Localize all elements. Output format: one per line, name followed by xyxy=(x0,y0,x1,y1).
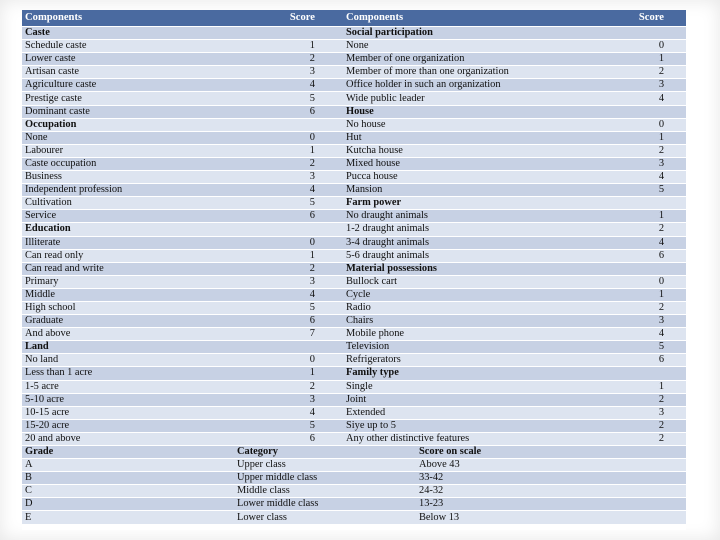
right-score: 2 xyxy=(616,223,686,236)
right-score: 2 xyxy=(616,144,686,157)
table-row xyxy=(22,131,686,144)
left-score: 5 xyxy=(234,301,343,314)
left-component: Education xyxy=(22,223,234,236)
right-component: Siye up to 5 xyxy=(343,419,616,432)
right-component: Radio xyxy=(343,301,616,314)
left-component: Artisan caste xyxy=(22,66,234,79)
left-component: Cultivation xyxy=(22,197,234,210)
right-component: Pucca house xyxy=(343,171,616,184)
left-score: 3 xyxy=(234,66,343,79)
left-score xyxy=(234,27,343,40)
right-score: 0 xyxy=(616,275,686,288)
left-score: 3 xyxy=(234,393,343,406)
left-score xyxy=(234,341,343,354)
table-row xyxy=(22,27,686,40)
table-row xyxy=(22,157,686,170)
grade-category: Middle class xyxy=(234,485,416,498)
right-score-header: Score xyxy=(616,10,686,27)
left-score: 5 xyxy=(234,197,343,210)
right-component: Office holder in such an organization xyxy=(343,79,616,92)
left-score: 3 xyxy=(234,275,343,288)
table-row xyxy=(22,66,686,79)
table-row xyxy=(22,118,686,131)
left-score: 6 xyxy=(234,432,343,445)
left-component: Lower caste xyxy=(22,53,234,66)
table-row xyxy=(22,236,686,249)
right-component: Mansion xyxy=(343,184,616,197)
left-score: 0 xyxy=(234,236,343,249)
table-row xyxy=(22,197,686,210)
right-score: 4 xyxy=(616,171,686,184)
table-row xyxy=(22,301,686,314)
left-component: Occupation xyxy=(22,118,234,131)
left-component: Can read and write xyxy=(22,262,234,275)
grade-letter: D xyxy=(22,498,234,511)
left-score xyxy=(234,223,343,236)
table-row xyxy=(22,53,686,66)
right-score: 6 xyxy=(616,249,686,262)
right-component: Chairs xyxy=(343,315,616,328)
right-score: 2 xyxy=(616,393,686,406)
right-score xyxy=(616,197,686,210)
grade-score: 13-23 xyxy=(416,498,686,511)
right-component: Mixed house xyxy=(343,157,616,170)
grade-header-row xyxy=(22,446,686,459)
right-score: 0 xyxy=(616,40,686,53)
right-component: Bullock cart xyxy=(343,275,616,288)
table-header xyxy=(22,10,686,27)
left-score: 1 xyxy=(234,367,343,380)
grade-score: Below 13 xyxy=(416,511,686,524)
grade-category: Upper middle class xyxy=(234,472,416,485)
left-score: 2 xyxy=(234,157,343,170)
left-score: 1 xyxy=(234,40,343,53)
right-component: Social participation xyxy=(343,27,616,40)
left-score: 4 xyxy=(234,406,343,419)
left-score: 2 xyxy=(234,262,343,275)
left-component: Schedule caste xyxy=(22,40,234,53)
left-component: Agriculture caste xyxy=(22,79,234,92)
table-row xyxy=(22,79,686,92)
right-component: Any other distinctive features xyxy=(343,432,616,445)
right-component: Refrigerators xyxy=(343,354,616,367)
left-component: 1-5 acre xyxy=(22,380,234,393)
grade-score: Above 43 xyxy=(416,459,686,472)
right-component: 1-2 draught animals xyxy=(343,223,616,236)
right-score xyxy=(616,262,686,275)
left-component: 20 and above xyxy=(22,432,234,445)
left-component: Graduate xyxy=(22,315,234,328)
right-score xyxy=(616,27,686,40)
right-score: 1 xyxy=(616,53,686,66)
grade-letter: E xyxy=(22,511,234,524)
right-component: Hut xyxy=(343,131,616,144)
right-score: 4 xyxy=(616,92,686,105)
right-score: 4 xyxy=(616,328,686,341)
right-score: 2 xyxy=(616,301,686,314)
left-component: Caste occupation xyxy=(22,157,234,170)
left-score: 2 xyxy=(234,380,343,393)
right-score: 0 xyxy=(616,118,686,131)
table-row xyxy=(22,249,686,262)
grade-row xyxy=(22,498,686,511)
left-component: Less than 1 acre xyxy=(22,367,234,380)
grade-category: Lower class xyxy=(234,511,416,524)
right-component: Television xyxy=(343,341,616,354)
grade-category: Lower middle class xyxy=(234,498,416,511)
right-score: 3 xyxy=(616,315,686,328)
right-component: Mobile phone xyxy=(343,328,616,341)
grade-score: 33-42 xyxy=(416,472,686,485)
left-component: Caste xyxy=(22,27,234,40)
left-score: 5 xyxy=(234,92,343,105)
right-component: No draught animals xyxy=(343,210,616,223)
right-score: 3 xyxy=(616,406,686,419)
right-score: 1 xyxy=(616,210,686,223)
left-score: 6 xyxy=(234,105,343,118)
table-row xyxy=(22,288,686,301)
grade-letter: A xyxy=(22,459,234,472)
left-component: None xyxy=(22,131,234,144)
table-row xyxy=(22,328,686,341)
grade-letter: B xyxy=(22,472,234,485)
left-score: 4 xyxy=(234,184,343,197)
right-score: 5 xyxy=(616,341,686,354)
table-row xyxy=(22,171,686,184)
table-row xyxy=(22,315,686,328)
right-score: 3 xyxy=(616,157,686,170)
left-score xyxy=(234,118,343,131)
right-score: 5 xyxy=(616,184,686,197)
right-score: 2 xyxy=(616,432,686,445)
table-row xyxy=(22,262,686,275)
left-score: 0 xyxy=(234,131,343,144)
left-score: 1 xyxy=(234,249,343,262)
left-component: 10-15 acre xyxy=(22,406,234,419)
components-table xyxy=(22,10,686,525)
left-component: Labourer xyxy=(22,144,234,157)
left-score-header: Score xyxy=(234,10,343,27)
right-component: Farm power xyxy=(343,197,616,210)
table-row xyxy=(22,92,686,105)
table-row xyxy=(22,144,686,157)
grade-header: Grade xyxy=(22,446,234,459)
right-score: 6 xyxy=(616,354,686,367)
right-component: Member of one organization xyxy=(343,53,616,66)
table-row xyxy=(22,406,686,419)
right-component: No house xyxy=(343,118,616,131)
right-score xyxy=(616,105,686,118)
table-row xyxy=(22,105,686,118)
table-row xyxy=(22,367,686,380)
right-component: Kutcha house xyxy=(343,144,616,157)
left-score: 0 xyxy=(234,354,343,367)
left-score: 7 xyxy=(234,328,343,341)
left-component: Can read only xyxy=(22,249,234,262)
left-component: Service xyxy=(22,210,234,223)
grade-row xyxy=(22,485,686,498)
grade-row xyxy=(22,459,686,472)
table-row xyxy=(22,432,686,445)
right-component: Wide public leader xyxy=(343,92,616,105)
table-row xyxy=(22,380,686,393)
score-scale-header: Score on scale xyxy=(416,446,686,459)
right-component: Single xyxy=(343,380,616,393)
left-component: Land xyxy=(22,341,234,354)
table-row xyxy=(22,223,686,236)
left-score: 2 xyxy=(234,53,343,66)
grade-row xyxy=(22,511,686,524)
left-score: 4 xyxy=(234,79,343,92)
left-component: High school xyxy=(22,301,234,314)
right-component: Material possessions xyxy=(343,262,616,275)
left-score: 6 xyxy=(234,315,343,328)
category-header: Category xyxy=(234,446,416,459)
grade-row xyxy=(22,472,686,485)
left-component: No land xyxy=(22,354,234,367)
left-score: 5 xyxy=(234,419,343,432)
grade-score: 24-32 xyxy=(416,485,686,498)
grade-letter: C xyxy=(22,485,234,498)
left-component: Business xyxy=(22,171,234,184)
right-component: 3-4 draught animals xyxy=(343,236,616,249)
left-component: 5-10 acre xyxy=(22,393,234,406)
right-score: 1 xyxy=(616,131,686,144)
left-score: 1 xyxy=(234,144,343,157)
right-score: 1 xyxy=(616,380,686,393)
table-row xyxy=(22,341,686,354)
left-component: Middle xyxy=(22,288,234,301)
right-component: Cycle xyxy=(343,288,616,301)
left-score: 6 xyxy=(234,210,343,223)
left-score: 3 xyxy=(234,171,343,184)
left-component: 15-20 acre xyxy=(22,419,234,432)
table-row xyxy=(22,419,686,432)
left-component: Prestige caste xyxy=(22,92,234,105)
left-component: Independent profession xyxy=(22,184,234,197)
left-components-header: Components xyxy=(22,10,234,27)
right-score: 3 xyxy=(616,79,686,92)
table-row xyxy=(22,393,686,406)
left-component: And above xyxy=(22,328,234,341)
score-table-sheet xyxy=(22,10,686,530)
left-component: Dominant caste xyxy=(22,105,234,118)
right-score: 4 xyxy=(616,236,686,249)
table-row xyxy=(22,184,686,197)
right-component: 5-6 draught animals xyxy=(343,249,616,262)
grade-category: Upper class xyxy=(234,459,416,472)
table-row xyxy=(22,210,686,223)
right-components-header: Components xyxy=(343,10,616,27)
left-component: Primary xyxy=(22,275,234,288)
right-score: 2 xyxy=(616,66,686,79)
right-component: Member of more than one organization xyxy=(343,66,616,79)
right-score: 1 xyxy=(616,288,686,301)
right-score xyxy=(616,367,686,380)
left-component: Illiterate xyxy=(22,236,234,249)
right-component: Extended xyxy=(343,406,616,419)
right-component: Family type xyxy=(343,367,616,380)
table-row xyxy=(22,354,686,367)
right-component: Joint xyxy=(343,393,616,406)
right-score: 2 xyxy=(616,419,686,432)
table-row xyxy=(22,275,686,288)
right-component: House xyxy=(343,105,616,118)
right-component: None xyxy=(343,40,616,53)
left-score: 4 xyxy=(234,288,343,301)
table-row xyxy=(22,40,686,53)
